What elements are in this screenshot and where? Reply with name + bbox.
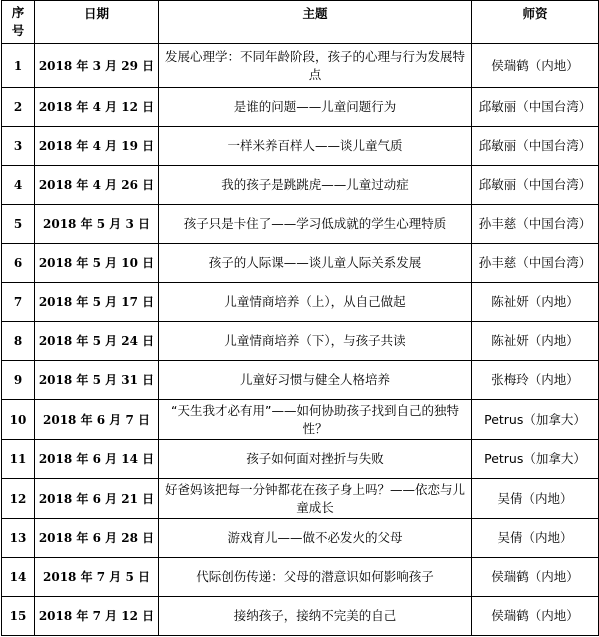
row-topic: 是谁的问题——儿童问题行为 [159, 88, 472, 127]
row-date: 2018 年 4 月 12 日 [35, 88, 159, 127]
table-row [2, 597, 599, 636]
row-number: 11 [2, 440, 35, 479]
table-row [2, 244, 599, 283]
row-date: 2018 年 4 月 19 日 [35, 127, 159, 166]
row-number: 8 [2, 322, 35, 361]
table-row [2, 166, 599, 205]
row-topic: 孩子如何面对挫折与失败 [159, 440, 472, 479]
table-row [2, 283, 599, 322]
row-teacher: 张梅玲（内地） [472, 361, 599, 400]
row-number: 6 [2, 244, 35, 283]
row-date: 2018 年 5 月 31 日 [35, 361, 159, 400]
row-number: 2 [2, 88, 35, 127]
row-topic: 发展心理学：不同年龄阶段，孩子的心理与行为发展特点 [159, 44, 472, 88]
row-topic: 我的孩子是跳跳虎——儿童过动症 [159, 166, 472, 205]
row-teacher: 孙丰慈（中国台湾） [472, 205, 599, 244]
table-row [2, 440, 599, 479]
row-number: 1 [2, 44, 35, 88]
course-schedule-table [1, 0, 599, 636]
row-teacher: 邱敏丽（中国台湾） [472, 166, 599, 205]
row-teacher: 邱敏丽（中国台湾） [472, 88, 599, 127]
row-topic: 游戏育儿——做不必发火的父母 [159, 519, 472, 558]
row-number: 7 [2, 283, 35, 322]
row-topic: 孩子的人际课——谈儿童人际关系发展 [159, 244, 472, 283]
table-row [2, 205, 599, 244]
row-topic: 儿童好习惯与健全人格培养 [159, 361, 472, 400]
header-date: 日期 [35, 1, 159, 44]
header-row [2, 1, 599, 44]
row-topic: 儿童情商培养（上），从自己做起 [159, 283, 472, 322]
row-teacher: 陈祉妍（内地） [472, 322, 599, 361]
table-row [2, 88, 599, 127]
row-number: 14 [2, 558, 35, 597]
row-number: 15 [2, 597, 35, 636]
row-number: 13 [2, 519, 35, 558]
row-date: 2018 年 6 月 28 日 [35, 519, 159, 558]
row-date: 2018 年 6 月 14 日 [35, 440, 159, 479]
row-topic: 孩子只是卡住了——学习低成就的学生心理特质 [159, 205, 472, 244]
row-topic: 接纳孩子，接纳不完美的自己 [159, 597, 472, 636]
row-teacher: Petrus（加拿大） [472, 440, 599, 479]
row-date: 2018 年 6 月 21 日 [35, 479, 159, 519]
row-teacher: Petrus（加拿大） [472, 400, 599, 440]
row-date: 2018 年 5 月 10 日 [35, 244, 159, 283]
row-teacher: 侯瑞鹤（内地） [472, 597, 599, 636]
row-topic: 好爸妈该把每一分钟都花在孩子身上吗？——依恋与儿童成长 [159, 479, 472, 519]
table-row [2, 558, 599, 597]
table-row [2, 400, 599, 440]
row-teacher: 吴倩（内地） [472, 519, 599, 558]
row-number: 4 [2, 166, 35, 205]
header-topic: 主题 [159, 1, 472, 44]
row-number: 9 [2, 361, 35, 400]
row-teacher: 吴倩（内地） [472, 479, 599, 519]
row-topic: 儿童情商培养（下），与孩子共读 [159, 322, 472, 361]
row-number: 5 [2, 205, 35, 244]
row-date: 2018 年 3 月 29 日 [35, 44, 159, 88]
table-row [2, 519, 599, 558]
header-seq: 序号 [2, 1, 35, 44]
table-row [2, 361, 599, 400]
header-teacher: 师资 [472, 1, 599, 44]
row-date: 2018 年 6 月 7 日 [35, 400, 159, 440]
row-number: 12 [2, 479, 35, 519]
row-teacher: 陈祉妍（内地） [472, 283, 599, 322]
row-date: 2018 年 7 月 5 日 [35, 558, 159, 597]
row-date: 2018 年 4 月 26 日 [35, 166, 159, 205]
row-date: 2018 年 5 月 3 日 [35, 205, 159, 244]
row-teacher: 孙丰慈（中国台湾） [472, 244, 599, 283]
row-teacher: 侯瑞鹤（内地） [472, 558, 599, 597]
table-row [2, 322, 599, 361]
row-date: 2018 年 7 月 12 日 [35, 597, 159, 636]
row-topic: 一样米养百样人——谈儿童气质 [159, 127, 472, 166]
row-number: 10 [2, 400, 35, 440]
row-date: 2018 年 5 月 24 日 [35, 322, 159, 361]
row-number: 3 [2, 127, 35, 166]
row-teacher: 邱敏丽（中国台湾） [472, 127, 599, 166]
table-row [2, 479, 599, 519]
table-row [2, 44, 599, 88]
row-date: 2018 年 5 月 17 日 [35, 283, 159, 322]
row-topic: “天生我才必有用”——如何协助孩子找到自己的独特性？ [159, 400, 472, 440]
row-topic: 代际创伤传递：父母的潜意识如何影响孩子 [159, 558, 472, 597]
table-row [2, 127, 599, 166]
row-teacher: 侯瑞鹤（内地） [472, 44, 599, 88]
